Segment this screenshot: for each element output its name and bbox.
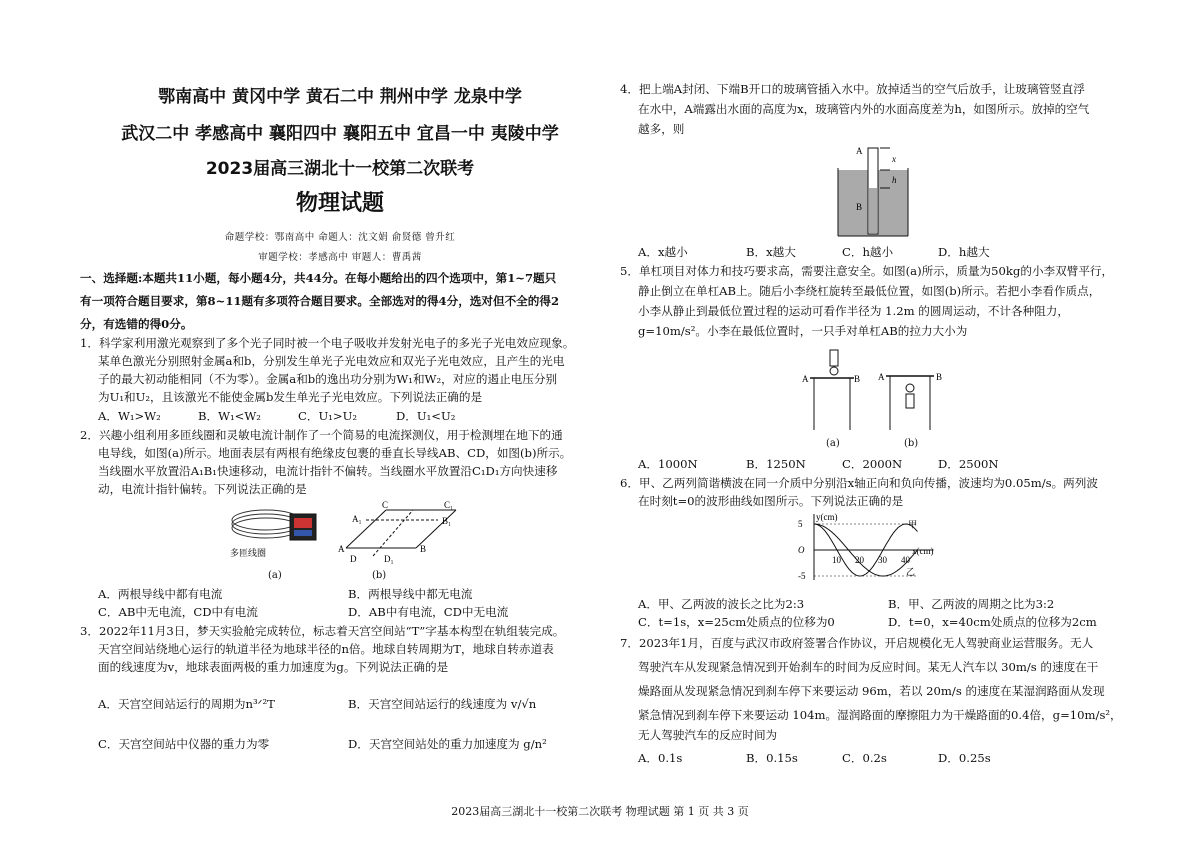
q5-figure-a — [798, 344, 868, 434]
q2-line-2: 电导线，如图(a)所示。地面表层有两根有绝缘皮包裹的垂直长导线AB、CD，如图(b)所示。 — [98, 446, 572, 460]
x-axis-label: x(cm) — [912, 546, 934, 556]
svg-text:C₁: C₁ — [444, 500, 454, 510]
x-tick-label: 20 — [855, 555, 864, 565]
origin-label: O — [798, 545, 805, 555]
q5-option-a[interactable]: A．1000N — [638, 457, 698, 471]
author-line: 命题学校：鄂南高中 命题人：沈文娟 俞贤德 曾升红 — [224, 232, 456, 243]
q2-option-d[interactable]: D．AB中有电流，CD中无电流 — [348, 605, 509, 619]
svg-text:A₁: A₁ — [352, 514, 362, 524]
subject-title: 物理试题 — [295, 191, 384, 216]
svg-text:B: B — [936, 372, 943, 382]
y-tick-label: 5 — [798, 519, 803, 529]
q3-option-b[interactable]: B．天宫空间站运行的线速度为 v/√n — [348, 697, 537, 711]
x-tick-label: 40 — [901, 555, 910, 565]
q1-line-2: 某单色激光分别照射金属a和b，分别发生单光子光电效应和双光子光电效应，且产生的光电 — [98, 354, 565, 368]
q1-option-c[interactable]: C．U₁>U₂ — [298, 409, 358, 423]
q5-fig-a-caption: (a) — [826, 438, 840, 449]
section1-line-1: 一、选择题:本题共11小题，每小题4分，共44分。在每小题给出的四个选项中，第1~7题只 — [80, 271, 557, 285]
q6-option-b[interactable]: B．甲、乙两波的周期之比为3:2 — [888, 597, 1055, 611]
q7-line-5: 无人驾驶汽车的反应时间为 — [638, 728, 778, 742]
q6-line-1: 6．甲、乙两列简谐横波在同一介质中分别沿x轴正向和负向传播，波速均为0.05m/s。两列波 — [620, 476, 1098, 490]
wave1-label: 甲 — [908, 519, 918, 530]
exam-title: 2023届高三湖北十一校第二次联考 — [205, 159, 475, 179]
q4-option-c[interactable]: C．h越小 — [842, 245, 894, 259]
q2-line-3: 当线圈水平放置沿A₁B₁快速移动，电流计指针不偏转。当线圈水平放置沿C₁D₁方向快速移 — [98, 464, 558, 478]
svg-text:C: C — [382, 500, 389, 510]
q7-line-2: 驾驶汽车从发现紧急情况到开始刹车的时间为反应时间。某无人汽车以 30m/s 的速度在干 — [638, 660, 1099, 674]
svg-text:D₁: D₁ — [384, 554, 394, 564]
svg-text:A: A — [802, 374, 809, 384]
schools-line-1: 鄂南高中 黄冈中学 黄石二中 荆州中学 龙泉中学 — [158, 87, 522, 107]
q2-line-4: 动，电流计指针偏转。下列说法正确的是 — [98, 482, 307, 496]
q1-option-d[interactable]: D．U₁<U₂ — [396, 409, 456, 423]
svg-text:x: x — [892, 154, 896, 164]
q1-option-b[interactable]: B．W₁<W₂ — [198, 409, 261, 423]
q7-option-a[interactable]: A．0.1s — [638, 751, 683, 765]
q2-option-b[interactable]: B．两根导线中都无电流 — [348, 587, 473, 601]
q1-line-3: 子的最大初动能相同（不为零）。金属a和b的逸出功分别为W₁和W₂，对应的遏止电压分别 — [98, 372, 558, 386]
svg-text:B: B — [854, 374, 861, 384]
q6-wave-chart — [796, 510, 946, 590]
svg-text:A: A — [856, 146, 863, 156]
section1-line-2: 有一项符合题目要求，第8~11题有多项符合题目要求。全部选对的得4分，选对但不全的得2 — [80, 294, 560, 308]
q5-option-c[interactable]: C．2000N — [842, 457, 903, 471]
q6-option-a[interactable]: A．甲、乙两波的波长之比为2:3 — [638, 597, 805, 611]
q4-figure-tube — [830, 140, 930, 240]
q4-option-a[interactable]: A．x越小 — [638, 245, 688, 259]
q4-option-b[interactable]: B．x越大 — [746, 245, 796, 259]
q5-line-1: 5．单杠项目对体力和技巧要求高，需要注意安全。如图(a)所示，质量为50kg的小李双臂平行， — [620, 264, 1114, 278]
q2-fig-a-caption: (a) — [268, 570, 282, 581]
q5-line-3: 小李从静止到最低位置过程的运动可看作半径为 1.2m 的圆周运动，不计各种阻力， — [638, 304, 1069, 318]
schools-line-2: 武汉二中 孝感高中 襄阳四中 襄阳五中 宜昌一中 夷陵中学 — [121, 124, 559, 144]
svg-text:B: B — [420, 544, 427, 554]
q7-option-d[interactable]: D．0.25s — [938, 751, 991, 765]
q4-line-2: 在水中，A端露出水面的高度为x，玻璃管内外的水面高度差为h，如图所示。放掉的空气 — [638, 102, 1090, 116]
q3-option-c[interactable]: C．天宫空间站中仪器的重力为零 — [98, 737, 270, 751]
q4-line-3: 越多，则 — [638, 122, 685, 136]
q6-line-2: 在时刻t=0的波形曲线如图所示。下列说法正确的是 — [638, 494, 904, 508]
q7-line-3: 燥路面从发现紧急情况到刹车停下来要运动 96m，若以 20m/s 的速度在某湿润路面从发现 — [638, 684, 1105, 698]
q2-coil-label: 多匝线圈 — [230, 548, 267, 558]
q7-line-4: 紧急情况到刹车停下来要运动 104m。湿润路面的摩擦阻力为干燥路面的0.4倍，g=10m/s²， — [638, 708, 1122, 722]
x-tick-label: 30 — [878, 555, 887, 565]
svg-text:B: B — [856, 202, 863, 212]
q3-line-3: 面的线速度为v，地球表面两极的重力加速度为g。下列说法正确的是 — [98, 660, 449, 674]
q2-line-1: 2．兴趣小组利用多匝线圈和灵敏电流计制作了一个简易的电流探测仪，用于检测埋在地下的通 — [80, 428, 563, 442]
q5-line-4: g=10m/s²。小李在最低位置时，一只手对单杠AB的拉力大小为 — [638, 324, 968, 338]
q7-option-b[interactable]: B．0.15s — [746, 751, 798, 765]
review-line: 审题学校：孝感高中 审题人：曹禹茜 — [258, 252, 422, 263]
q3-line-2: 天宫空间站绕地心运行的轨道半径为地球半径的n倍。地球自转周期为T，地球自转赤道表 — [98, 642, 554, 656]
y-axis-label: y(cm) — [816, 512, 838, 522]
q5-fig-b-caption: (b) — [904, 438, 919, 449]
svg-text:h: h — [892, 175, 897, 185]
q3-line-1: 3．2022年11月3日，梦天实验舱完成转位，标志着天宫空间站“T”字基本构型在轨组装完成。 — [80, 624, 565, 638]
q5-option-d[interactable]: D．2500N — [938, 457, 999, 471]
q1-line-4: 为U₁和U₂，且该激光不能使金属b发生单光子光电效应。下列说法正确的是 — [98, 390, 483, 404]
q5-option-b[interactable]: B．1250N — [746, 457, 806, 471]
q1-line-1: 1．科学家利用激光观察到了多个光子同时被一个电子吸收并发射光电子的多光子光电效应现象。 — [80, 336, 575, 350]
q2-fig-b-caption: (b) — [372, 570, 387, 581]
q3-option-d[interactable]: D．天宫空间站处的重力加速度为 g/n² — [348, 737, 547, 751]
svg-text:A: A — [338, 544, 345, 554]
q2-figure-a-coil — [228, 500, 328, 570]
q2-option-a[interactable]: A．两根导线中都有电流 — [98, 587, 223, 601]
svg-text:A: A — [878, 372, 885, 382]
q2-option-c[interactable]: C．AB中无电流，CD中有电流 — [98, 605, 258, 619]
q5-line-2: 静止倒立在单杠AB上。随后小李绕杠旋转至最低位置，如图(b)所示。若把小李看作质点， — [638, 284, 1101, 298]
q3-option-a[interactable]: A．天宫空间站运行的周期为n³ᐟ²T — [98, 697, 275, 711]
q7-option-c[interactable]: C．0.2s — [842, 751, 887, 765]
svg-text:D: D — [350, 554, 357, 564]
q5-figure-b — [876, 344, 946, 434]
q7-line-1: 7．2023年1月，百度与武汉市政府签署合作协议，开启规模化无人驾驶商业运营服务。无人 — [620, 636, 1094, 650]
q2-figure-b-wires — [338, 500, 468, 568]
q6-option-d[interactable]: D．t=0，x=40cm处质点的位移为2cm — [888, 615, 1097, 629]
wave2-label: 乙 — [906, 566, 916, 577]
x-tick-label: 10 — [832, 555, 841, 565]
q6-option-c[interactable]: C．t=1s，x=25cm处质点的位移为0 — [638, 615, 835, 629]
y-tick-label: -5 — [798, 571, 806, 581]
q1-option-a[interactable]: A．W₁>W₂ — [98, 409, 161, 423]
q4-line-1: 4．把上端A封闭、下端B开口的玻璃管插入水中。放掉适当的空气后放手，让玻璃管竖直浮 — [620, 82, 1085, 96]
page-footer: 2023届高三湖北十一校第二次联考 物理试题 第 1 页 共 3 页 — [451, 805, 749, 818]
svg-text:B₁: B₁ — [442, 516, 452, 526]
q4-option-d[interactable]: D．h越大 — [938, 245, 990, 259]
section1-line-3: 分，有选错的得0分。 — [80, 317, 193, 331]
